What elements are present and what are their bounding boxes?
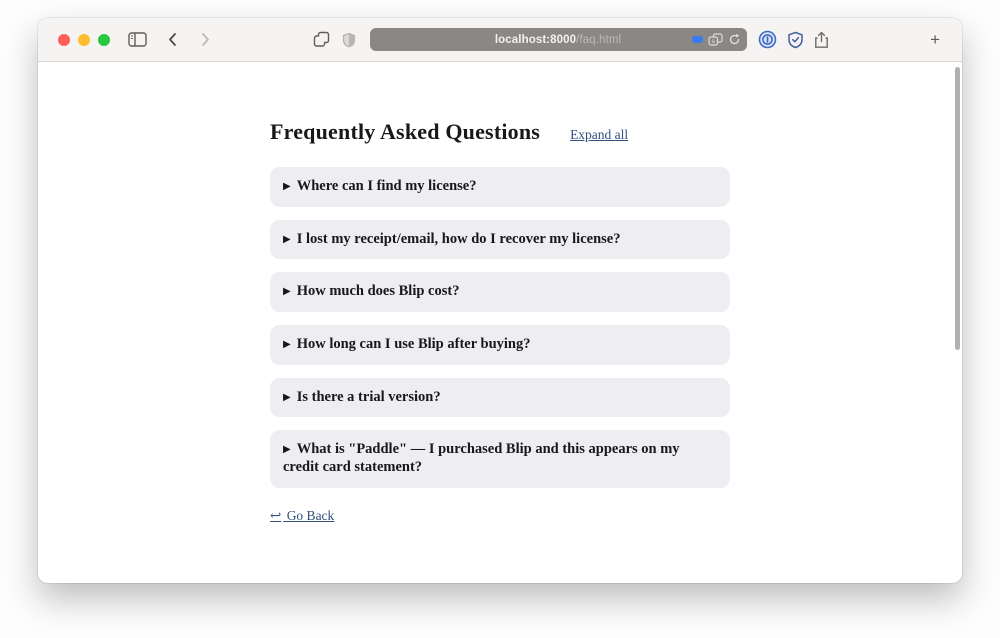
faq-question-text: How much does Blip cost? xyxy=(296,283,460,300)
forward-button[interactable] xyxy=(200,32,211,47)
translate-icon[interactable] xyxy=(708,33,723,46)
faq-question xyxy=(283,389,704,407)
disclosure-triangle-icon: ▶ xyxy=(283,181,291,192)
faq-question-text: How long can I use Blip after buying? xyxy=(296,336,531,353)
zoom-window-button[interactable] xyxy=(98,34,110,46)
back-button[interactable] xyxy=(167,32,178,47)
chevron-left-icon xyxy=(167,32,178,47)
copy-icon xyxy=(313,31,330,48)
sidebar-toggle-button[interactable] xyxy=(128,32,147,47)
page-copy-button[interactable] xyxy=(313,31,330,48)
url-text xyxy=(370,34,747,46)
disclosure-triangle-icon: ▶ xyxy=(283,233,291,245)
back-curve-arrow-icon: ↩ xyxy=(270,507,282,523)
faq-list xyxy=(270,167,730,488)
url-bar[interactable] xyxy=(370,28,747,51)
window-controls xyxy=(58,34,110,46)
sidebar-icon xyxy=(128,32,147,47)
disclosure-triangle-icon: ▶ xyxy=(283,339,291,351)
url-host: localhost:8000 xyxy=(494,33,577,46)
faq-item[interactable] xyxy=(270,272,730,312)
minimize-window-button[interactable] xyxy=(78,34,90,46)
scrollbar-thumb[interactable] xyxy=(955,67,960,350)
faq-question xyxy=(283,178,704,196)
faq-question xyxy=(283,441,704,476)
url-path: /faq.html xyxy=(576,33,622,46)
disclosure-triangle-icon: ▶ xyxy=(283,391,291,403)
shield-check-extension-button[interactable] xyxy=(787,31,804,49)
expand-all-link[interactable]: Expand all xyxy=(570,127,629,142)
go-back-label: Go Back xyxy=(286,507,335,523)
onepassword-extension-button[interactable] xyxy=(758,30,777,49)
new-tab-button[interactable]: + xyxy=(930,29,940,49)
faq-question-text: Is there a trial version? xyxy=(296,388,441,405)
shield-check-icon xyxy=(787,31,804,49)
browser-toolbar xyxy=(38,18,962,62)
share-button[interactable] xyxy=(814,31,829,49)
share-icon xyxy=(814,31,829,49)
faq-question-text: Where can I find my license? xyxy=(296,178,477,194)
faq-item[interactable] xyxy=(270,325,730,365)
faq-item[interactable] xyxy=(270,220,730,260)
reload-icon[interactable] xyxy=(728,33,741,46)
faq-question xyxy=(283,336,704,354)
go-back-link[interactable] xyxy=(270,508,334,524)
disclosure-triangle-icon: ▶ xyxy=(283,444,291,456)
faq-header xyxy=(270,119,730,145)
faq-item[interactable] xyxy=(270,167,730,207)
svg-text:a: a xyxy=(711,39,715,46)
faq-item[interactable] xyxy=(270,378,730,418)
faq-question-text: What is "Paddle" — I purchased Blip and this appears on my credit card statement? xyxy=(283,441,680,476)
faq-question xyxy=(283,231,704,249)
privacy-shield-icon xyxy=(342,32,356,48)
url-badge xyxy=(692,36,703,43)
faq-question xyxy=(283,283,704,301)
close-window-button[interactable] xyxy=(58,34,70,46)
page-content xyxy=(38,62,962,582)
faq-question-text: I lost my receipt/email, how do I recover my license? xyxy=(296,230,621,247)
privacy-report-button[interactable] xyxy=(342,32,356,48)
chevron-right-icon xyxy=(200,32,211,47)
faq-item[interactable] xyxy=(270,430,730,487)
onepassword-icon xyxy=(758,30,777,49)
browser-window xyxy=(38,18,962,583)
disclosure-triangle-icon: ▶ xyxy=(283,286,291,298)
page-title: Frequently Asked Questions xyxy=(270,119,541,144)
faq-column xyxy=(270,62,730,525)
